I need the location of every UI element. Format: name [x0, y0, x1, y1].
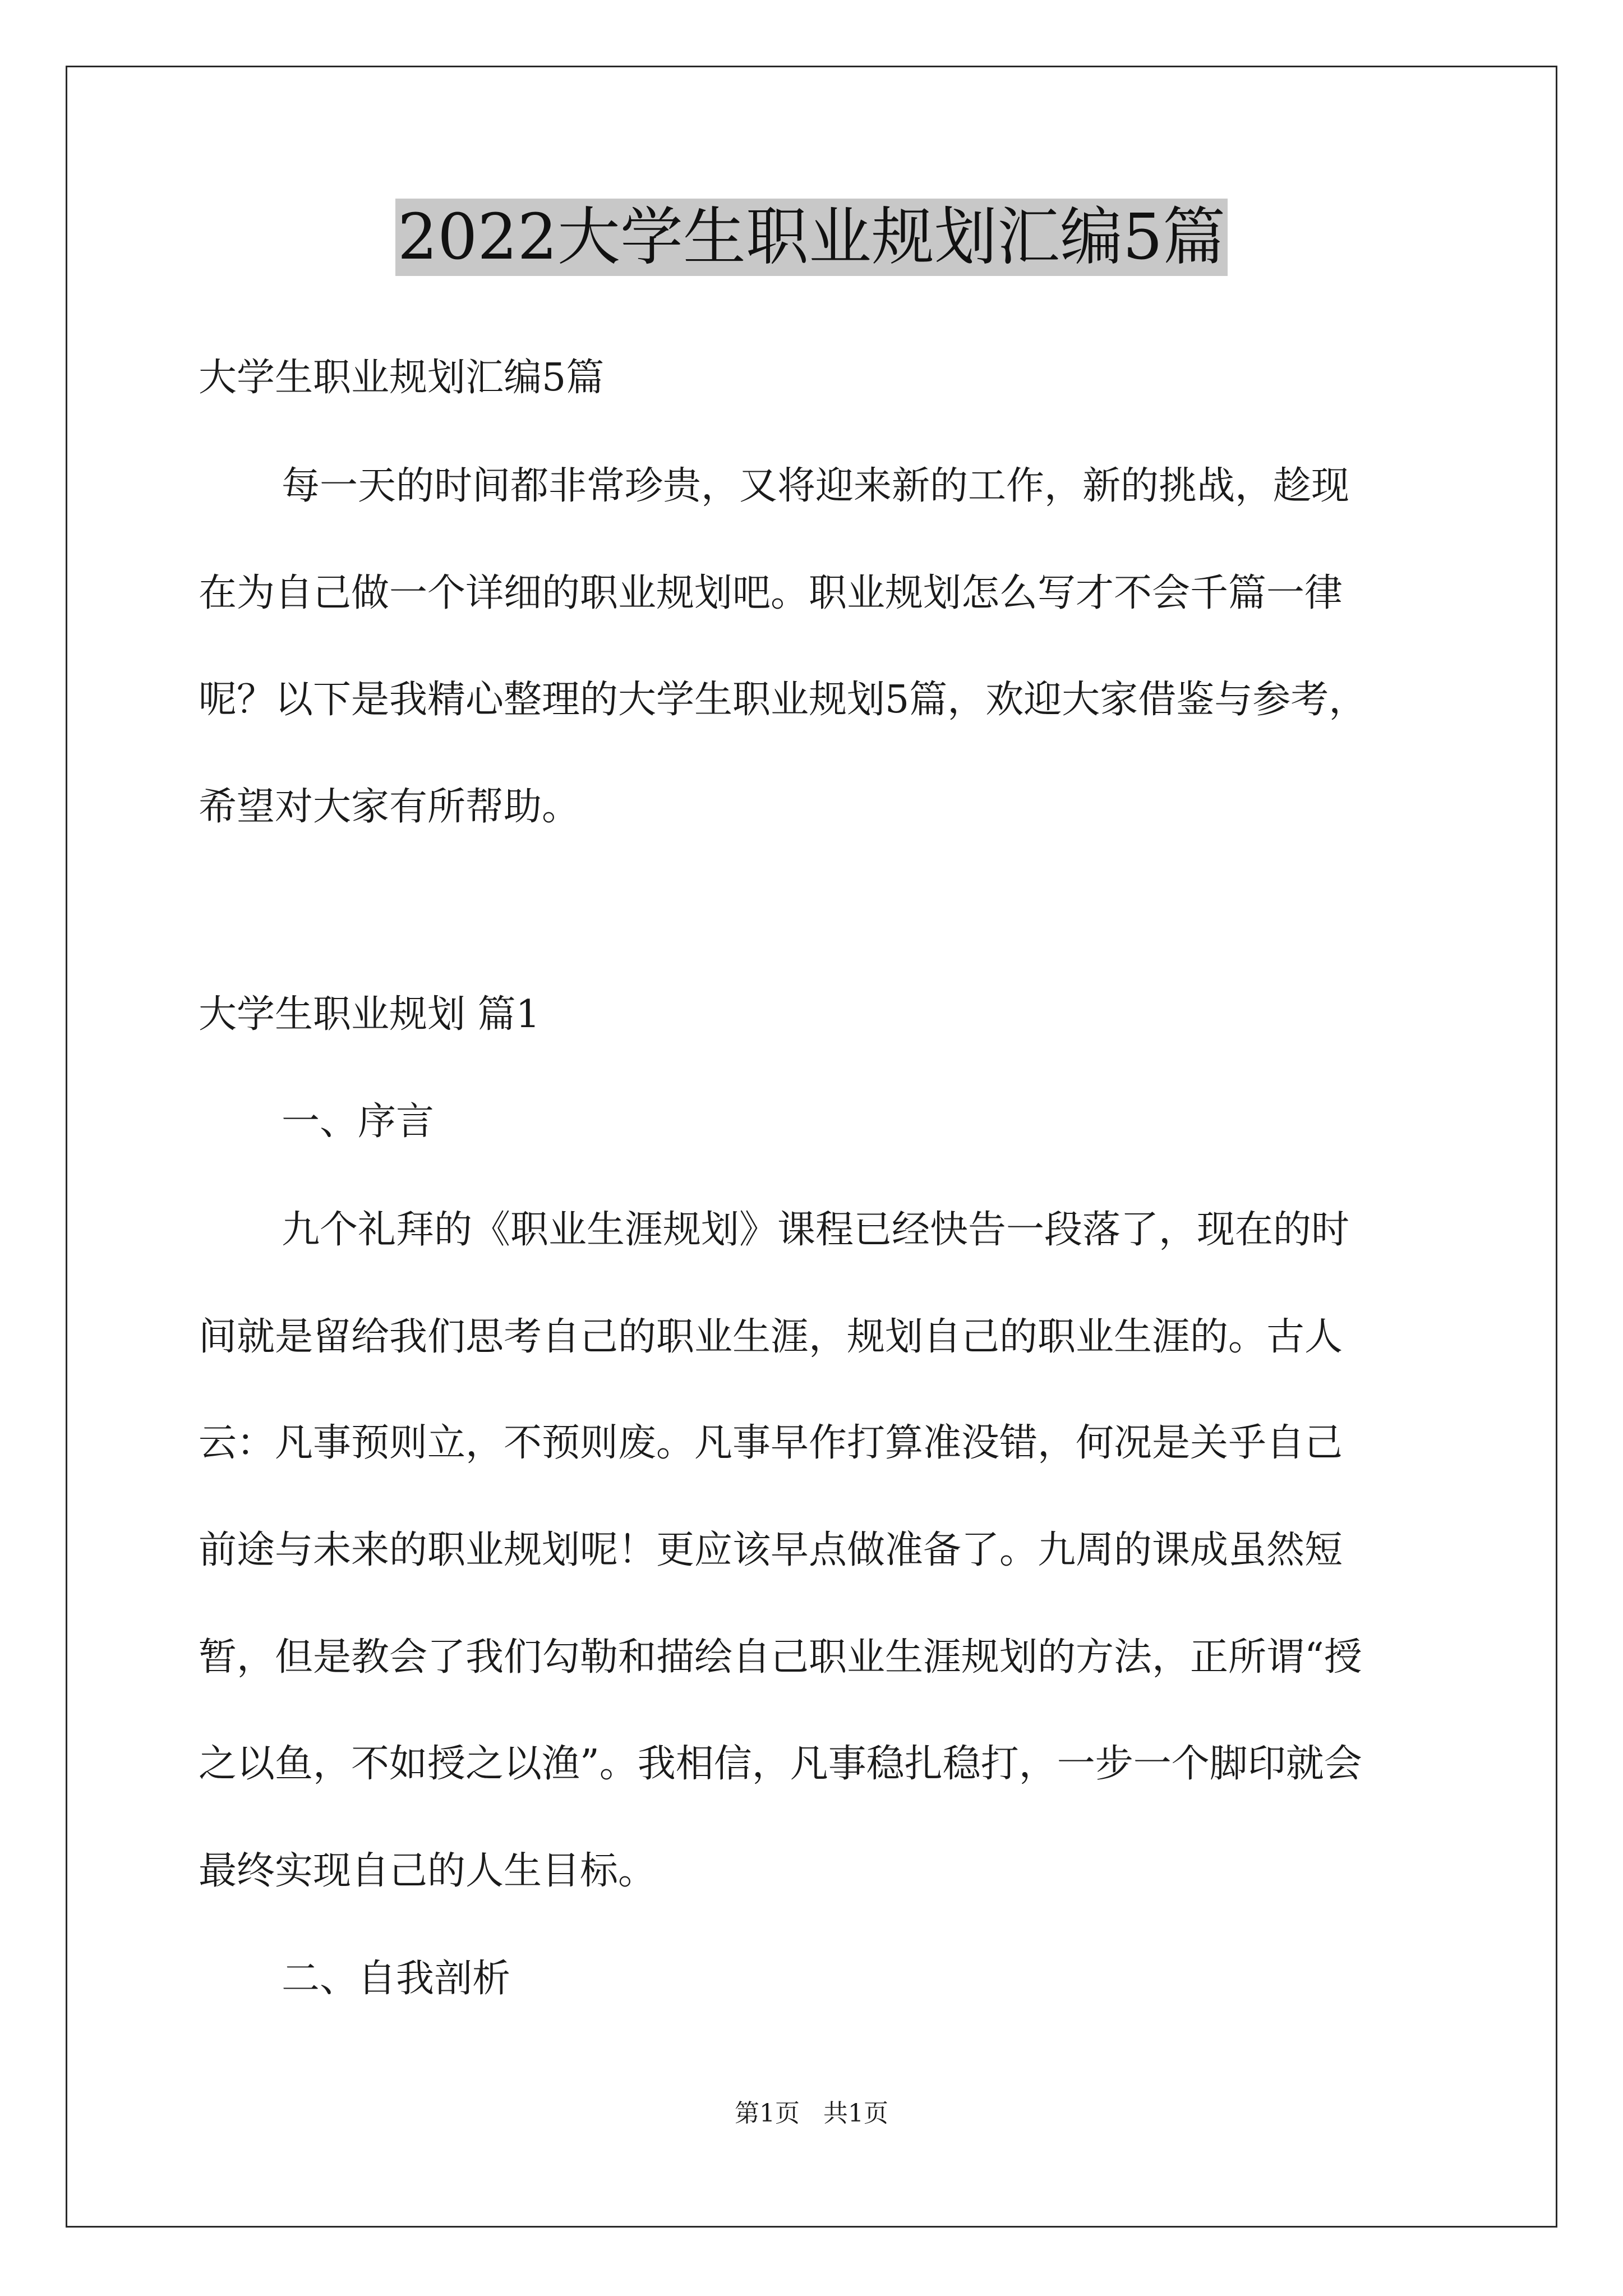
document-subtitle: 大学生职业规划汇编5篇 [199, 356, 605, 400]
part1-line-4: 前途与未来的职业规划呢！更应该早点做准备了。九周的课成虽然短 [199, 1528, 1343, 1572]
title-container [0, 199, 1623, 276]
part1-line-7: 最终实现自己的人生目标。 [199, 1849, 657, 1893]
part1-line-1: 九个礼拜的《职业生涯规划》课程已经快告一段落了，现在的时 [282, 1208, 1350, 1252]
part1-line-6: 之以鱼，不如授之以渔”。我相信，凡事稳扎稳打，一步一个脚印就会 [199, 1742, 1362, 1786]
intro-line-3: 呢？以下是我精心整理的大学生职业规划5篇，欢迎大家借鉴与参考， [199, 678, 1367, 722]
document-title: 2022大学生职业规划汇编5篇 [395, 199, 1228, 276]
intro-line-1: 每一天的时间都非常珍贵，又将迎来新的工作，新的挑战，趁现 [282, 464, 1350, 508]
section1-heading: 大学生职业规划 篇1 [199, 992, 540, 1037]
part1-line-2: 间就是留给我们思考自己的职业生涯，规划自己的职业生涯的。古人 [199, 1315, 1343, 1359]
intro-line-4: 希望对大家有所帮助。 [199, 785, 580, 829]
part2-heading: 二、自我剖析 [282, 1957, 511, 2001]
part1-line-5: 暂，但是教会了我们勾勒和描绘自己职业生涯规划的方法，正所谓“授 [199, 1635, 1362, 1680]
part1-heading: 一、序言 [282, 1099, 435, 1144]
page-footer: 第1页 共1页 [735, 2099, 888, 2128]
part1-line-3: 云：凡事预则立，不预则废。凡事早作打算准没错，何况是关乎自己 [199, 1421, 1343, 1465]
intro-line-2: 在为自己做一个详细的职业规划吧。职业规划怎么写才不会千篇一律 [199, 571, 1343, 615]
